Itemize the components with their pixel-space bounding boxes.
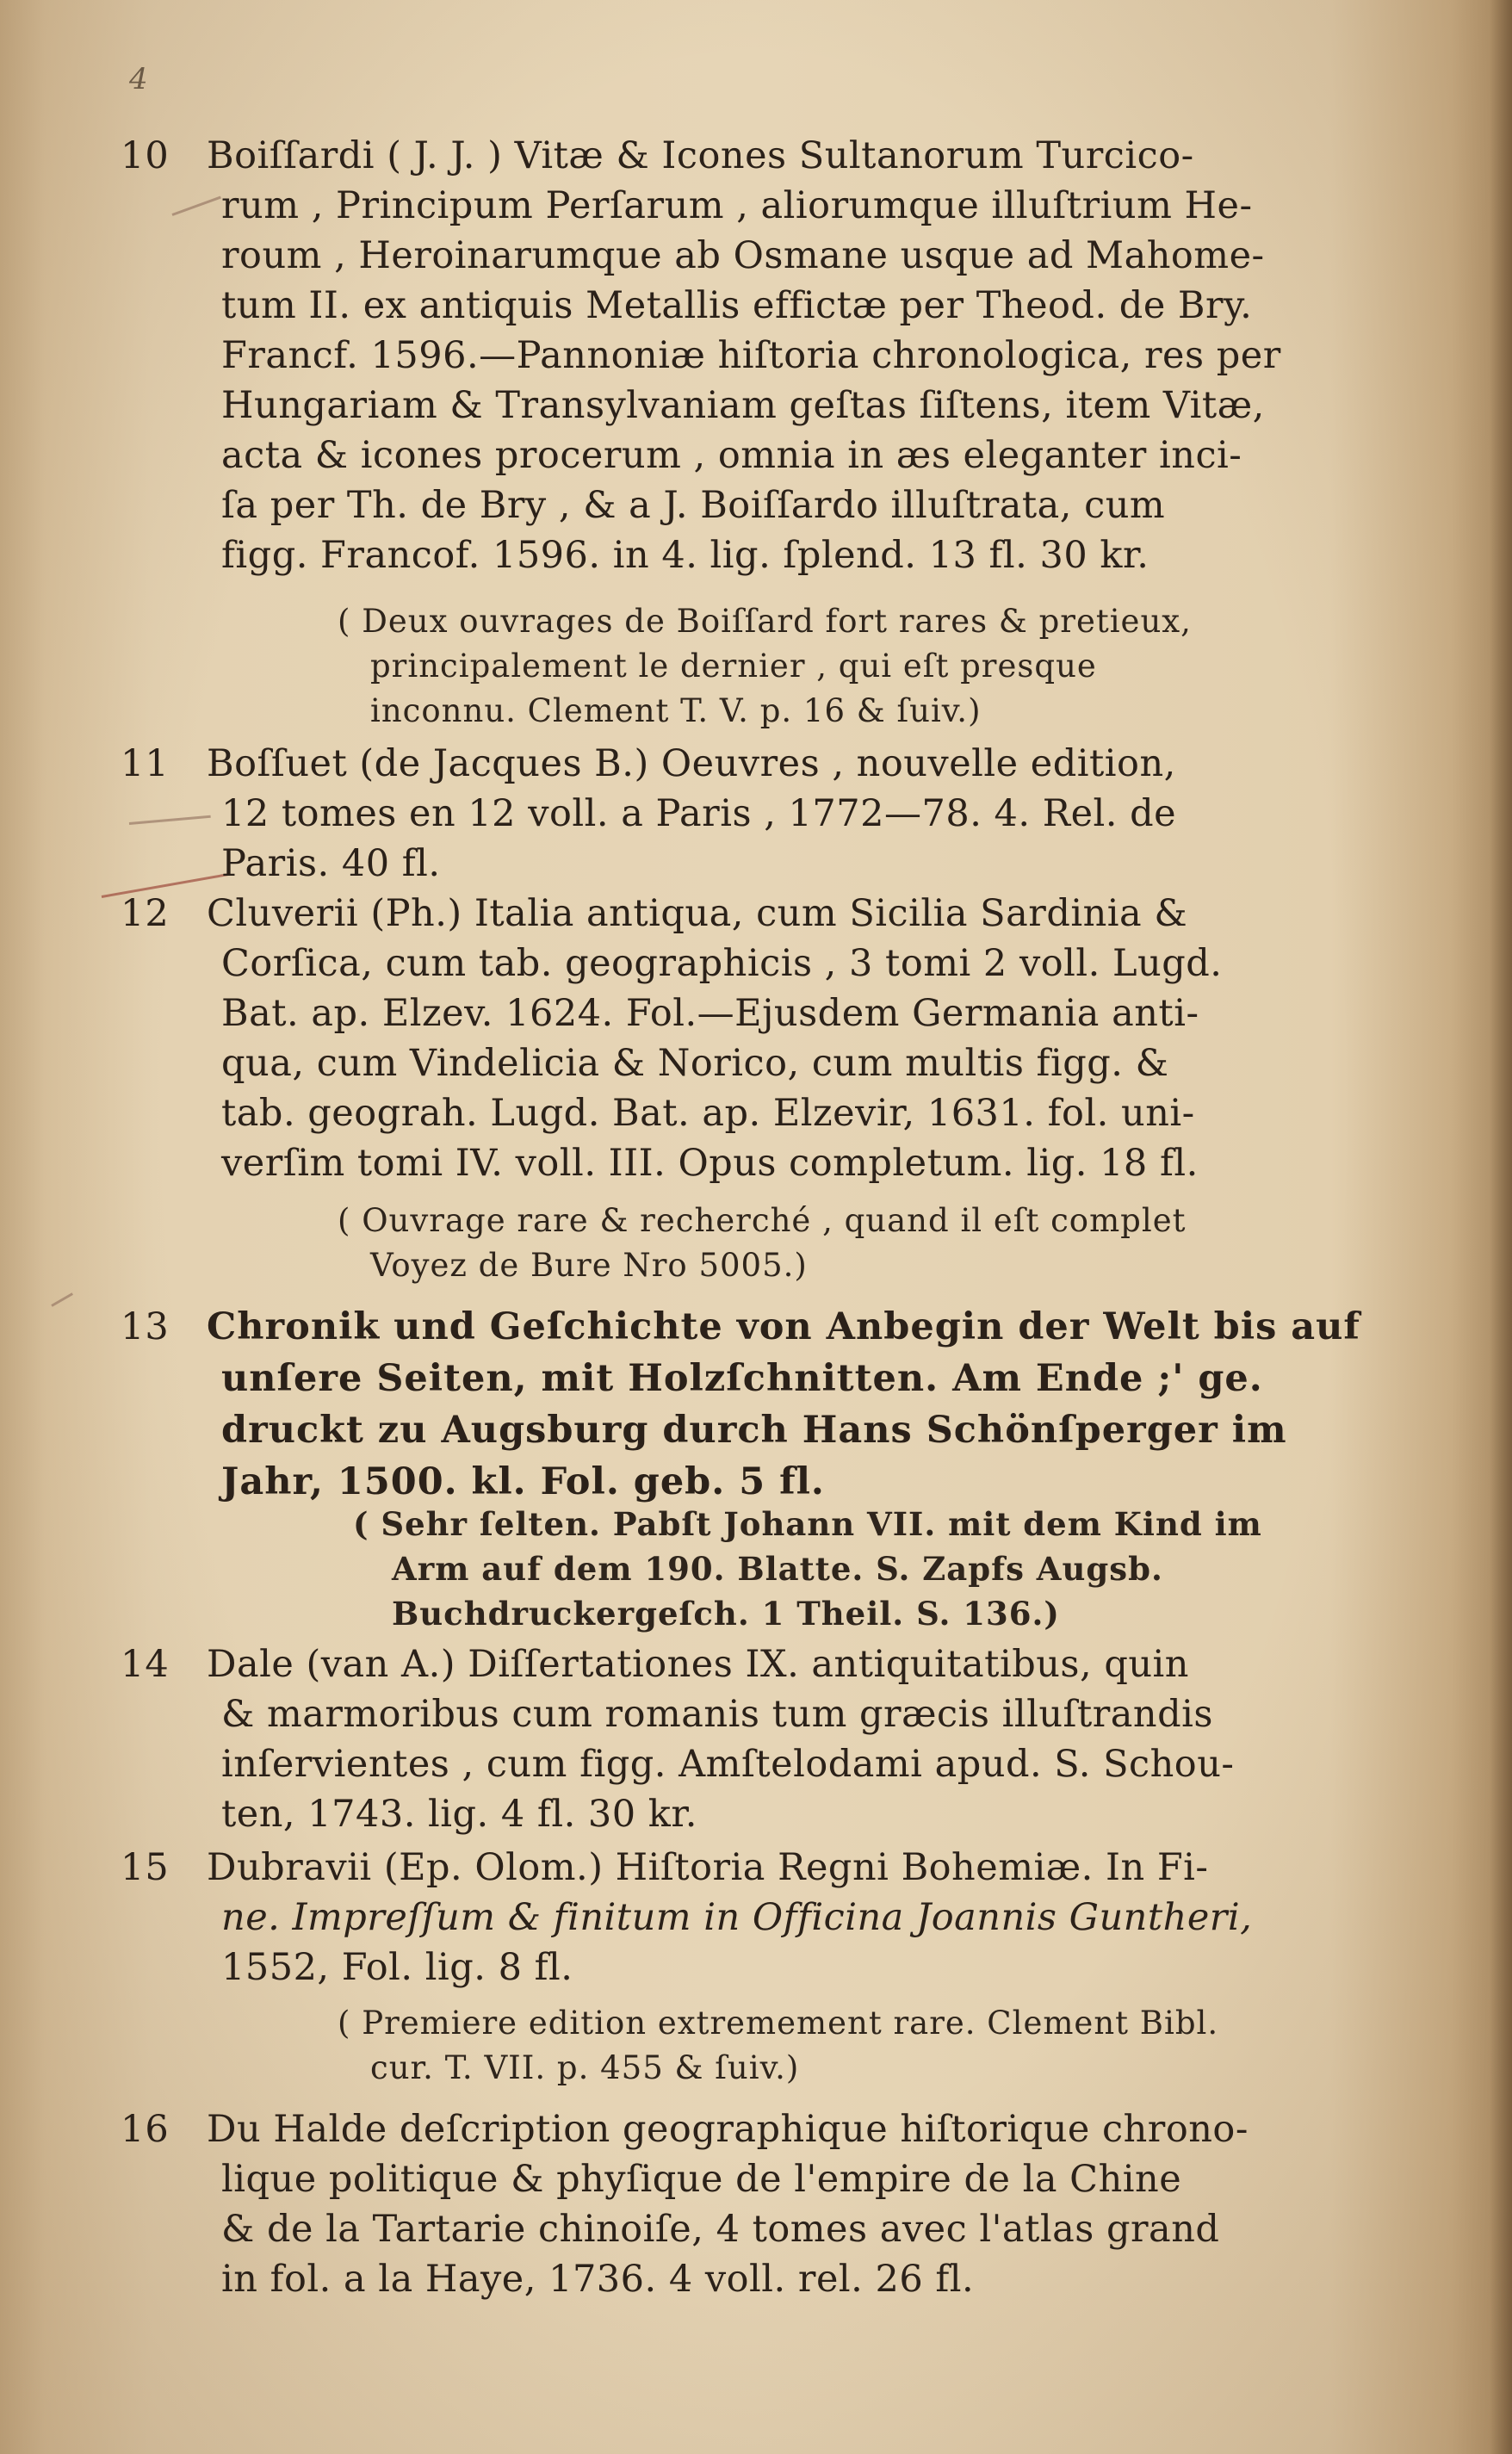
entry-line: Dale (van A.) Diſſertationes IX. antiquitatibus, quin <box>207 1643 1189 1686</box>
entry-line: Corſica, cum tab. geographicis , 3 tomi 2 voll. Lugd. <box>221 942 1223 985</box>
entry-line: Bat. ap. Elzev. 1624. Fol.—Ejusdem Germania anti- <box>221 992 1199 1035</box>
entry-line: tum II. ex antiquis Metallis effictæ per Theod. de Bry. <box>221 284 1253 327</box>
entry-number: 13 <box>121 1305 170 1348</box>
entry-note: ( Premiere edition extremement rare. Clement Bibl. <box>338 2005 1219 2042</box>
entry-line: & marmoribus cum romanis tum græcis illuſtrandis <box>221 1693 1213 1736</box>
entry-line: Dubravii (Ep. Olom.) Hiſtoria Regni Bohemiæ. In Fi- <box>207 1846 1209 1889</box>
entry-line: 1552, Fol. lig. 8 fl. <box>221 1946 573 1989</box>
entry-note: principalement le dernier , qui eſt presque <box>370 648 1097 685</box>
entry-line: Paris. 40 fl. <box>221 842 441 885</box>
entry-line: acta & icones procerum , omnia in æs eleganter inci- <box>221 434 1242 477</box>
entry-line: ne. Impreſſum & finitum in Officina Joannis Guntheri, <box>221 1896 1253 1939</box>
entry-line: Boiſſardi ( J. J. ) Vitæ & Icones Sultanorum Turcico- <box>207 134 1194 177</box>
entry-line: Francf. 1596.—Pannoniæ hiſtoria chronologica, res per <box>221 334 1281 377</box>
entry-line: qua, cum Vindelicia & Norico, cum multis figg. & <box>221 1042 1169 1085</box>
entry-line: unſere Seiten, mit Holzſchnitten. Am Ende ;' ge. <box>221 1357 1263 1400</box>
entry-line: Cluverii (Ph.) Italia antiqua, cum Sicilia Sardinia & <box>207 892 1188 935</box>
entry-note: Buchdruckergeſch. 1 Theil. S. 136.) <box>392 1595 1060 1633</box>
entry-line: Jahr, 1500. kl. Fol. geb. 5 fl. <box>221 1460 825 1503</box>
folio-number: 4 <box>129 62 148 96</box>
entry-line: rum , Principum Perſarum , aliorumque illuſtrium He- <box>221 184 1253 227</box>
entry-note: Arm auf dem 190. Blatte. S. Zapfs Augsb. <box>392 1550 1163 1588</box>
entry-line: roum , Heroinarumque ab Osmane usque ad Mahome- <box>221 234 1265 277</box>
entry-line: 12 tomes en 12 voll. a Paris , 1772—78. 4. Rel. de <box>221 792 1177 835</box>
entry-number: 14 <box>121 1643 170 1686</box>
entry-number: 11 <box>121 742 170 785</box>
entry-line: Boſſuet (de Jacques B.) Oeuvres , nouvelle edition, <box>207 742 1176 785</box>
pencil-mark <box>129 815 211 825</box>
entry-line: Hungariam & Transylvaniam geſtas ſiſtens, item Vitæ, <box>221 384 1265 427</box>
entry-number: 10 <box>121 134 170 177</box>
entry-line: Du Halde deſcription geographique hiſtorique chrono- <box>207 2108 1249 2151</box>
entry-line: tab. geograh. Lugd. Bat. ap. Elzevir, 1631. fol. uni- <box>221 1092 1195 1135</box>
entry-line: ſa per Th. de Bry , & a J. Boiſſardo illuſtrata, cum <box>221 484 1166 527</box>
entry-line: lique politique & phyſique de l'empire de la Chine <box>221 2158 1182 2201</box>
entry-number: 15 <box>121 1846 170 1889</box>
pencil-mark <box>51 1292 73 1307</box>
entry-line: Chronik und Geſchichte von Anbegin der Welt bis auf <box>207 1305 1360 1348</box>
entry-note: Voyez de Bure Nro 5005.) <box>370 1247 808 1284</box>
entry-line: druckt zu Augsburg durch Hans Schönſperger im <box>221 1409 1287 1452</box>
page-edge-shadow <box>1490 0 1512 2454</box>
entry-note: ( Ouvrage rare & recherché , quand il eſt complet <box>338 1202 1187 1239</box>
entry-note: ( Deux ouvrages de Boiſſard fort rares & pretieux, <box>338 603 1192 640</box>
entry-line: ten, 1743. lig. 4 fl. 30 kr. <box>221 1793 697 1836</box>
entry-line: & de la Tartarie chinoiſe, 4 tomes avec l'atlas grand <box>221 2208 1220 2251</box>
entry-line: verſim tomi IV. voll. III. Opus completum. lig. 18 fl. <box>221 1142 1199 1185</box>
entry-line: figg. Francof. 1596. in 4. lig. ſplend. 13 fl. 30 kr. <box>221 534 1149 577</box>
entry-line: inſervientes , cum figg. Amſtelodami apud. S. Schou- <box>221 1743 1235 1786</box>
entry-note: inconnu. Clement T. V. p. 16 & ſuiv.) <box>370 692 982 729</box>
entry-number: 12 <box>121 892 170 935</box>
entry-number: 16 <box>121 2108 170 2151</box>
entry-line: in fol. a la Haye, 1736. 4 voll. rel. 26 fl. <box>221 2258 975 2301</box>
pencil-mark <box>171 196 220 216</box>
entry-note: ( Sehr ſelten. Pabſt Johann VII. mit dem Kind im <box>353 1505 1262 1543</box>
entry-note: cur. T. VII. p. 455 & ſuiv.) <box>370 2049 800 2086</box>
